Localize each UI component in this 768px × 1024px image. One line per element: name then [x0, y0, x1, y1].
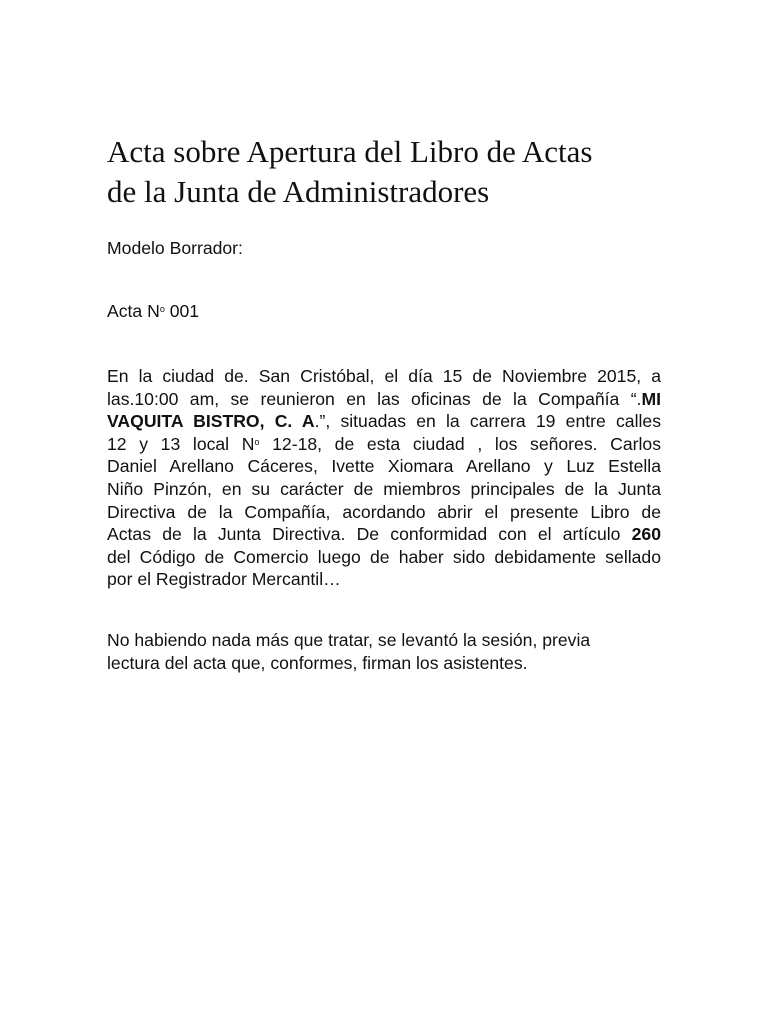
- body-line-5: [107, 455, 661, 478]
- acta-number: [107, 300, 661, 323]
- body-line-5-text: Daniel Arellano Cáceres, Ivette Xiomara Arellano y Luz Estella: [107, 456, 661, 477]
- closing-line-1: No habiendo nada más que tratar, se levantó la sesión, previa: [107, 630, 591, 650]
- body-line-1-text: En la ciudad de. San Cristóbal, el día 15 de Noviembre 2015, a: [107, 366, 661, 386]
- body-line-8: [107, 523, 661, 546]
- company-name-part-1: MI: [641, 388, 661, 409]
- body-line-3: [107, 410, 661, 433]
- body-line-9: [107, 546, 661, 569]
- acta-number-degree: o: [159, 304, 165, 314]
- body-line-4-text-a: 12 y 13 local N: [107, 433, 255, 454]
- body-line-4-text-b: 12-18, de esta ciudad , los señores. Carlos: [259, 433, 661, 454]
- body-line-3-text: .”, situadas en la carrera 19 entre calles: [314, 411, 661, 432]
- body-line-9-text: del Código de Comercio luego de haber sido debidamente sellado: [107, 546, 661, 567]
- body-line-10: [107, 568, 661, 591]
- body-line-1: [107, 365, 661, 388]
- body-line-7: [107, 501, 661, 524]
- body-line-4-degree: o: [254, 436, 260, 447]
- body-line-2-text: las.10:00 am, se reunieron en las oficinas de la Compañía “.: [107, 388, 642, 409]
- body-line-7-text: Directiva de la Compañía, acordando abrir el presente Libro de: [107, 501, 661, 522]
- body-line-6-text: Niño Pinzón, en su carácter de miembros principales de la Junta: [107, 478, 661, 499]
- body-line-2: [107, 388, 661, 411]
- title-line-2: de la Junta de Administradores: [107, 174, 490, 209]
- body-line-10-text: por el Registrador Mercantil…: [107, 569, 341, 590]
- document-title: [107, 132, 707, 212]
- body-line-6: [107, 478, 661, 501]
- body-line-4: [107, 433, 661, 456]
- closing-line-2: lectura del acta que, conformes, firman los asistentes.: [107, 652, 528, 673]
- article-number: 260: [631, 524, 661, 545]
- acta-number-value: 001: [164, 301, 200, 321]
- body-line-8-text: Actas de la Junta Directiva. De conformidad con el artículo: [107, 524, 632, 545]
- body-paragraph: [107, 365, 661, 591]
- title-line-1: Acta sobre Apertura del Libro de Actas: [107, 134, 593, 169]
- company-name-part-2: VAQUITA BISTRO, C. A: [107, 411, 315, 432]
- document-subtitle: Modelo Borrador:: [107, 238, 243, 258]
- acta-number-prefix: Acta N: [107, 301, 160, 321]
- closing-paragraph: [107, 629, 661, 674]
